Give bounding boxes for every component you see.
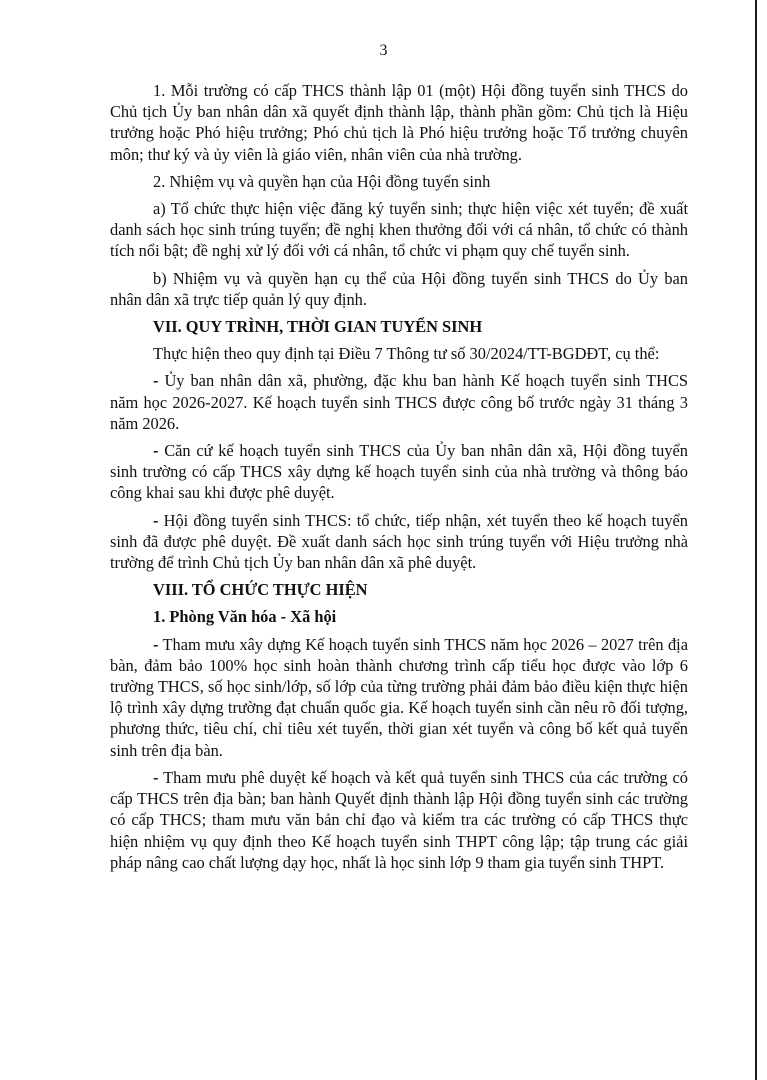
paragraph-duties-a: a) Tổ chức thực hiện việc đăng ký tuyển sinh; thực hiện việc xét tuyển; đề xuất danh sách học sinh trúng tuyển; đề nghị khen thưởng đối với cá nhân, tổ chức có thành tích nổi bật; đề nghị xử lý đối với cá nhân, tổ chức vi phạm quy chế tuyển sinh. xyxy=(110,199,688,261)
bullet-text: Căn cứ kế hoạch tuyển sinh THCS của Ủy ban nhân dân xã, Hội đồng tuyển sinh trường có cấp THCS xây dựng kế hoạch tuyển sinh của nhà trường và thông báo công khai sau khi được phê duyệt. xyxy=(110,441,688,503)
bullet-dash: - xyxy=(153,510,159,530)
section-heading-vii: VII. QUY TRÌNH, THỜI GIAN TUYỂN SINH xyxy=(153,317,483,337)
paragraph-bullet-council-tasks xyxy=(110,510,688,574)
bullet-text: Tham mưu xây dựng Kế hoạch tuyển sinh THCS năm học 2026 – 2027 trên địa bàn, đảm bảo 100% học sinh hoàn thành chương trình cấp tiểu học được vào lớp 6 trường THCS, số học sinh/lớp, số lớp của từng trường phải đảm bảo điều kiện thực hiện lộ trình xây dựng trường đạt chuẩn quốc gia. Kế hoạch tuyển sinh cần nêu rõ đối tượng, phương thức, tiêu chí, chỉ tiêu xét tuyển, thời gian xét tuyển và công bố kết quả tuyển sinh trên địa bàn. xyxy=(110,634,688,760)
bullet-text: Ủy ban nhân dân xã, phường, đặc khu ban hành Kế hoạch tuyển sinh THCS năm học 2026-2027. Kế hoạch tuyển sinh THCS được công bố trước ngày 31 tháng 3 năm 2026. xyxy=(110,371,688,433)
paragraph-bullet-advise-approval xyxy=(110,767,688,873)
paragraph-duties-b: b) Nhiệm vụ và quyền hạn cụ thể của Hội đồng tuyển sinh THCS do Ủy ban nhân dân xã trực tiếp quản lý quy định. xyxy=(110,268,688,309)
paragraph-bullet-school-plan xyxy=(110,440,688,504)
paragraph-bullet-advise-plan xyxy=(110,634,688,761)
paragraph-duties-heading: 2. Nhiệm vụ và quyền hạn của Hội đồng tuyển sinh xyxy=(153,171,491,191)
bullet-dash: - xyxy=(153,767,159,787)
bullet-dash: - xyxy=(153,441,159,461)
section-heading-viii: VIII. TỔ CHỨC THỰC HIỆN xyxy=(153,580,368,600)
paragraph-council-composition: 1. Mỗi trường có cấp THCS thành lập 01 (một) Hội đồng tuyển sinh THCS do Chủ tịch Ủy ban nhân dân xã quyết định thành lập, thành phần gồm: Chủ tịch là Hiệu trưởng hoặc Phó hiệu trưởng; Phó chủ tịch là Phó hiệu trưởng hoặc Tổ trưởng chuyên môn; thư ký và ủy viên là giáo viên, nhân viên của nhà trường. xyxy=(110,81,688,164)
bullet-text: Hội đồng tuyển sinh THCS: tổ chức, tiếp nhận, xét tuyển theo kế hoạch tuyển sinh đã được phê duyệt. Đề xuất danh sách học sinh trúng tuyển với Hiệu trưởng nhà trường để trình Chủ tịch Ủy ban nhân dân xã phê duyệt. xyxy=(110,510,688,573)
bullet-dash: - xyxy=(153,634,159,654)
subsection-heading-culture-dept: 1. Phòng Văn hóa - Xã hội xyxy=(153,607,337,627)
bullet-dash: - xyxy=(153,371,159,391)
document-body xyxy=(110,80,688,879)
bullet-text: Tham mưu phê duyệt kế hoạch và kết quả tuyển sinh THCS của các trường có cấp THCS trên địa bàn; ban hành Quyết định thành lập Hội đồng tuyển sinh các trường có cấp THCS; tham mưu văn bản chỉ đạo và kiểm tra các trường có cấp THCS thực hiện nhiệm vụ quy định theo Kế hoạch tuyển sinh THPT công lập; tập trung các giải pháp nâng cao chất lượng dạy học, nhất là học sinh lớp 9 tham gia tuyển sinh THPT. xyxy=(110,767,688,872)
page-number: 3 xyxy=(379,42,388,59)
paragraph-bullet-plan-issue xyxy=(110,370,688,434)
paragraph-regulation-ref: Thực hiện theo quy định tại Điều 7 Thông tư số 30/2024/TT-BGDĐT, cụ thể: xyxy=(153,344,660,364)
